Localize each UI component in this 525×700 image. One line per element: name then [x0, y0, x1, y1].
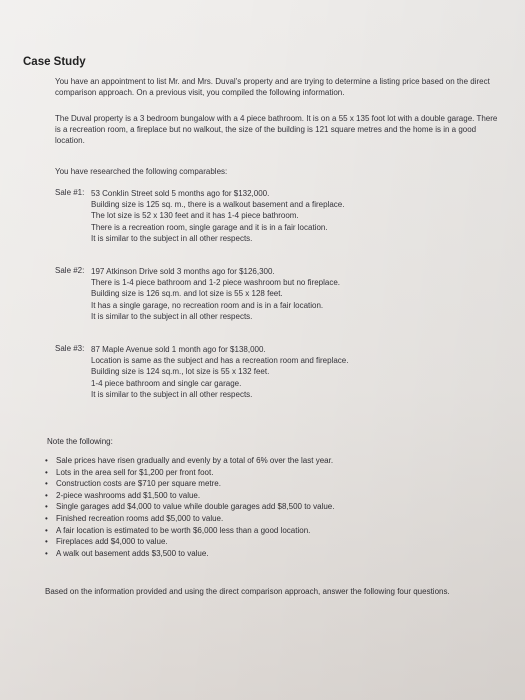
sale-2-line: 197 Atkinson Drive sold 3 months ago for $126,300.	[91, 267, 275, 276]
sale-1-line: 53 Conklin Street sold 5 months ago for $132,000.	[91, 189, 270, 198]
bullet-icon: •	[45, 479, 48, 489]
bullet-icon: •	[45, 456, 48, 465]
sale-1-line: There is a recreation room, single garage and it is in a fair location.	[91, 222, 328, 232]
sale-2-details	[91, 266, 491, 322]
sale-3-line: 1-4 piece bathroom and single car garage.	[91, 378, 242, 388]
note-item: • 2-piece washrooms add $1,500 to value.	[45, 490, 201, 500]
note-item: • A walk out basement adds $3,500 to value.	[45, 548, 209, 558]
sale-1-line: The lot size is 52 x 130 feet and it has 1-4 piece bathroom.	[91, 211, 299, 221]
note-item: • Fireplaces add $4,000 to value.	[45, 537, 168, 547]
sale-1-line: It is similar to the subject in all other respects.	[91, 233, 253, 243]
sale-3-line: 87 Maple Avenue sold 1 month ago for $138,000.	[91, 345, 266, 354]
bullet-icon: •	[45, 537, 48, 547]
sale-3-label: Sale #3:	[55, 344, 85, 353]
subject-paragraph: The Duval property is a 3 bedroom bungalow with a 4 piece bathroom. It is on a 55 x 135 foot lot with a double garage. There is a recreation room, a fireplace but no walkout, the size of the building is 121 square metres and the home is in a good location.	[55, 114, 498, 145]
bullet-icon: •	[45, 502, 48, 512]
bullet-icon: •	[45, 490, 48, 500]
note-item: • Single garages add $4,000 to value while double garages add $8,500 to value.	[45, 502, 335, 512]
sale-2-label: Sale #2:	[55, 266, 85, 275]
case-study-title: Case Study	[23, 56, 86, 68]
sale-2-line: There is 1-4 piece bathroom and 1-2 piece washroom but no fireplace.	[91, 278, 341, 288]
bullet-icon: •	[45, 525, 48, 535]
note-item: • Construction costs are $710 per square metre.	[45, 479, 221, 489]
intro-paragraph: You have an appointment to list Mr. and Mrs. Duval's property and are trying to determine a listing price based on the direct comparison approach. On a previous visit, you compiled the following information.	[55, 77, 490, 97]
note-item: • Finished recreation rooms add $5,000 to value.	[45, 513, 224, 523]
note-item: • A fair location is estimated to be worth $6,000 less than a good location.	[45, 525, 311, 535]
researched-line: You have researched the following comparables:	[55, 167, 228, 176]
note-item: • Lots in the area sell for $1,200 per front foot.	[45, 467, 214, 477]
sale-1-line: Building size is 125 sq. m., there is a walkout basement and a fireplace.	[91, 200, 345, 210]
note-item: • Sale prices have risen gradually and evenly by a total of 6% over the last year.	[45, 456, 334, 465]
sale-2-line: Building size is 126 sq.m. and lot size is 55 x 128 feet.	[91, 289, 283, 299]
sale-1-label: Sale #1:	[55, 188, 85, 197]
bullet-icon: •	[45, 548, 48, 558]
note-list	[42, 455, 334, 559]
final-instruction: Based on the information provided and using the direct comparison approach, answer the following four questions.	[45, 587, 450, 596]
bullet-icon: •	[45, 513, 48, 523]
sale-2-line: It is similar to the subject in all other respects.	[91, 311, 253, 321]
sale-2-line: It has a single garage, no recreation room and is in a fair location.	[91, 300, 324, 310]
sale-3-line: Location is same as the subject and has a recreation room and fireplace.	[91, 356, 349, 366]
note-heading: Note the following:	[47, 437, 113, 446]
sale-3-details	[91, 344, 491, 400]
sale-3-line: It is similar to the subject in all other respects.	[91, 389, 253, 399]
bullet-icon: •	[45, 467, 48, 477]
sale-1-details	[91, 188, 491, 244]
sale-3-line: Building size is 124 sq.m., lot size is 55 x 132 feet.	[91, 367, 270, 377]
